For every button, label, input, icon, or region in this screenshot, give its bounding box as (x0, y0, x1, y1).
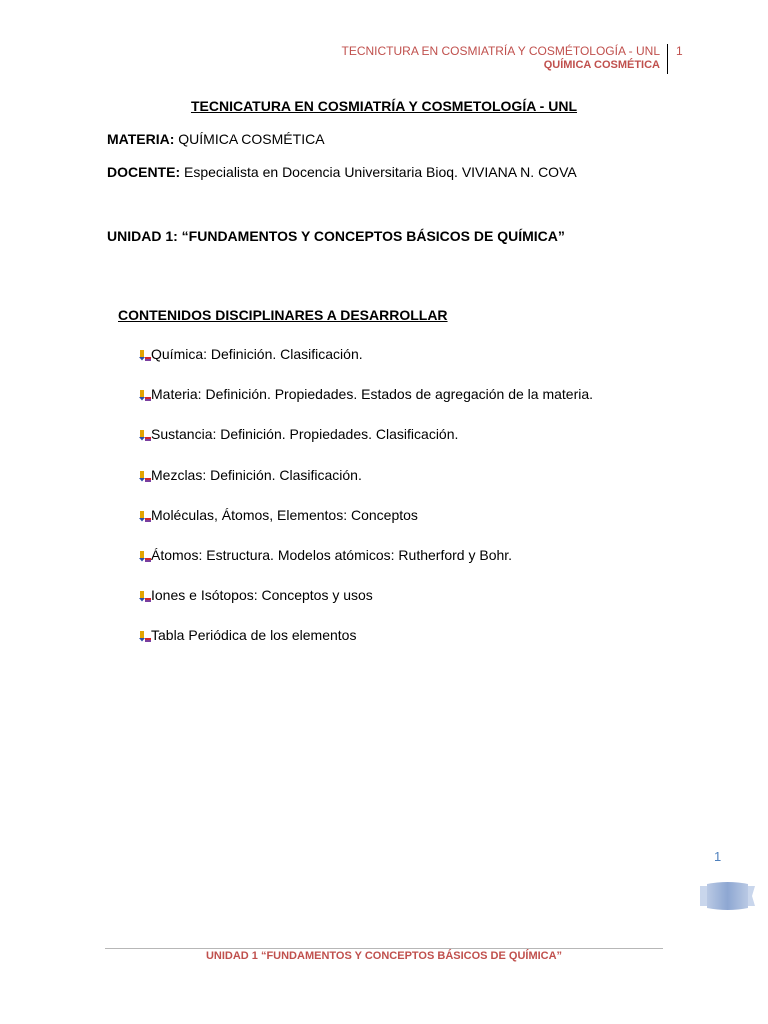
page-corner-ribbon-icon (700, 880, 758, 912)
list-item (139, 386, 593, 426)
materia-line (107, 131, 325, 147)
arrow-bullet-icon (139, 389, 151, 401)
arrow-bullet-icon (139, 590, 151, 602)
list-item (139, 587, 593, 627)
arrow-bullet-icon (139, 510, 151, 522)
list-item-text: Tabla Periódica de los elementos (151, 627, 357, 644)
materia-label: MATERIA: (107, 131, 175, 147)
arrow-bullet-icon (139, 429, 151, 441)
document-title: TECNICATURA EN COSMIATRÍA Y COSMETOLOGÍA - UNL (190, 98, 578, 114)
list-item (139, 426, 593, 466)
list-item (139, 467, 593, 507)
header-page-number: 1 (676, 44, 683, 58)
corner-page-number: 1 (714, 849, 722, 864)
list-item (139, 627, 593, 667)
header-subtitle: QUÍMICA COSMÉTICA (543, 59, 660, 71)
arrow-bullet-icon (139, 470, 151, 482)
arrow-bullet-icon (139, 550, 151, 562)
header-title: TECNICTURA EN COSMIATRÍA Y COSMÉTOLOGÍA - UNL (341, 44, 660, 58)
list-item (139, 547, 593, 587)
materia-value: QUÍMICA COSMÉTICA (178, 131, 325, 147)
docente-value: Especialista en Docencia Universitaria Bioq. VIVIANA N. COVA (184, 164, 577, 180)
arrow-bullet-icon (139, 630, 151, 642)
docente-line (107, 164, 577, 180)
list-item-text: Iones e Isótopos: Conceptos y usos (151, 587, 373, 604)
arrow-bullet-icon (139, 349, 151, 361)
list-item (139, 346, 593, 386)
list-item-text: Química: Definición. Clasificación. (151, 346, 363, 362)
docente-label: DOCENTE: (107, 164, 181, 180)
section-title: CONTENIDOS DISCIPLINARES A DESARROLLAR (118, 307, 448, 323)
footer-divider (105, 948, 663, 949)
unidad-value: “FUNDAMENTOS Y CONCEPTOS BÁSICOS DE QUÍMICA” (181, 228, 565, 244)
list-item-text: Sustancia: Definición. Propiedades. Clasificación. (151, 426, 459, 443)
footer-text: UNIDAD 1 “FUNDAMENTOS Y CONCEPTOS BÁSICOS DE QUÍMICA” (205, 950, 563, 962)
unidad-label: UNIDAD 1: (107, 228, 178, 244)
list-item-text: Moléculas, Átomos, Elementos: Conceptos (151, 506, 418, 523)
contents-list (139, 346, 593, 668)
list-item-text: Átomos: Estructura. Modelos atómicos: Rutherford y Bohr. (151, 546, 513, 563)
unidad-line (107, 228, 565, 244)
list-item-text: Materia: Definición. Propiedades. Estados de agregación de la materia. (151, 386, 594, 403)
list-item-text: Mezclas: Definición. Clasificación. (151, 466, 362, 483)
list-item (139, 507, 593, 547)
header-divider (667, 44, 668, 74)
